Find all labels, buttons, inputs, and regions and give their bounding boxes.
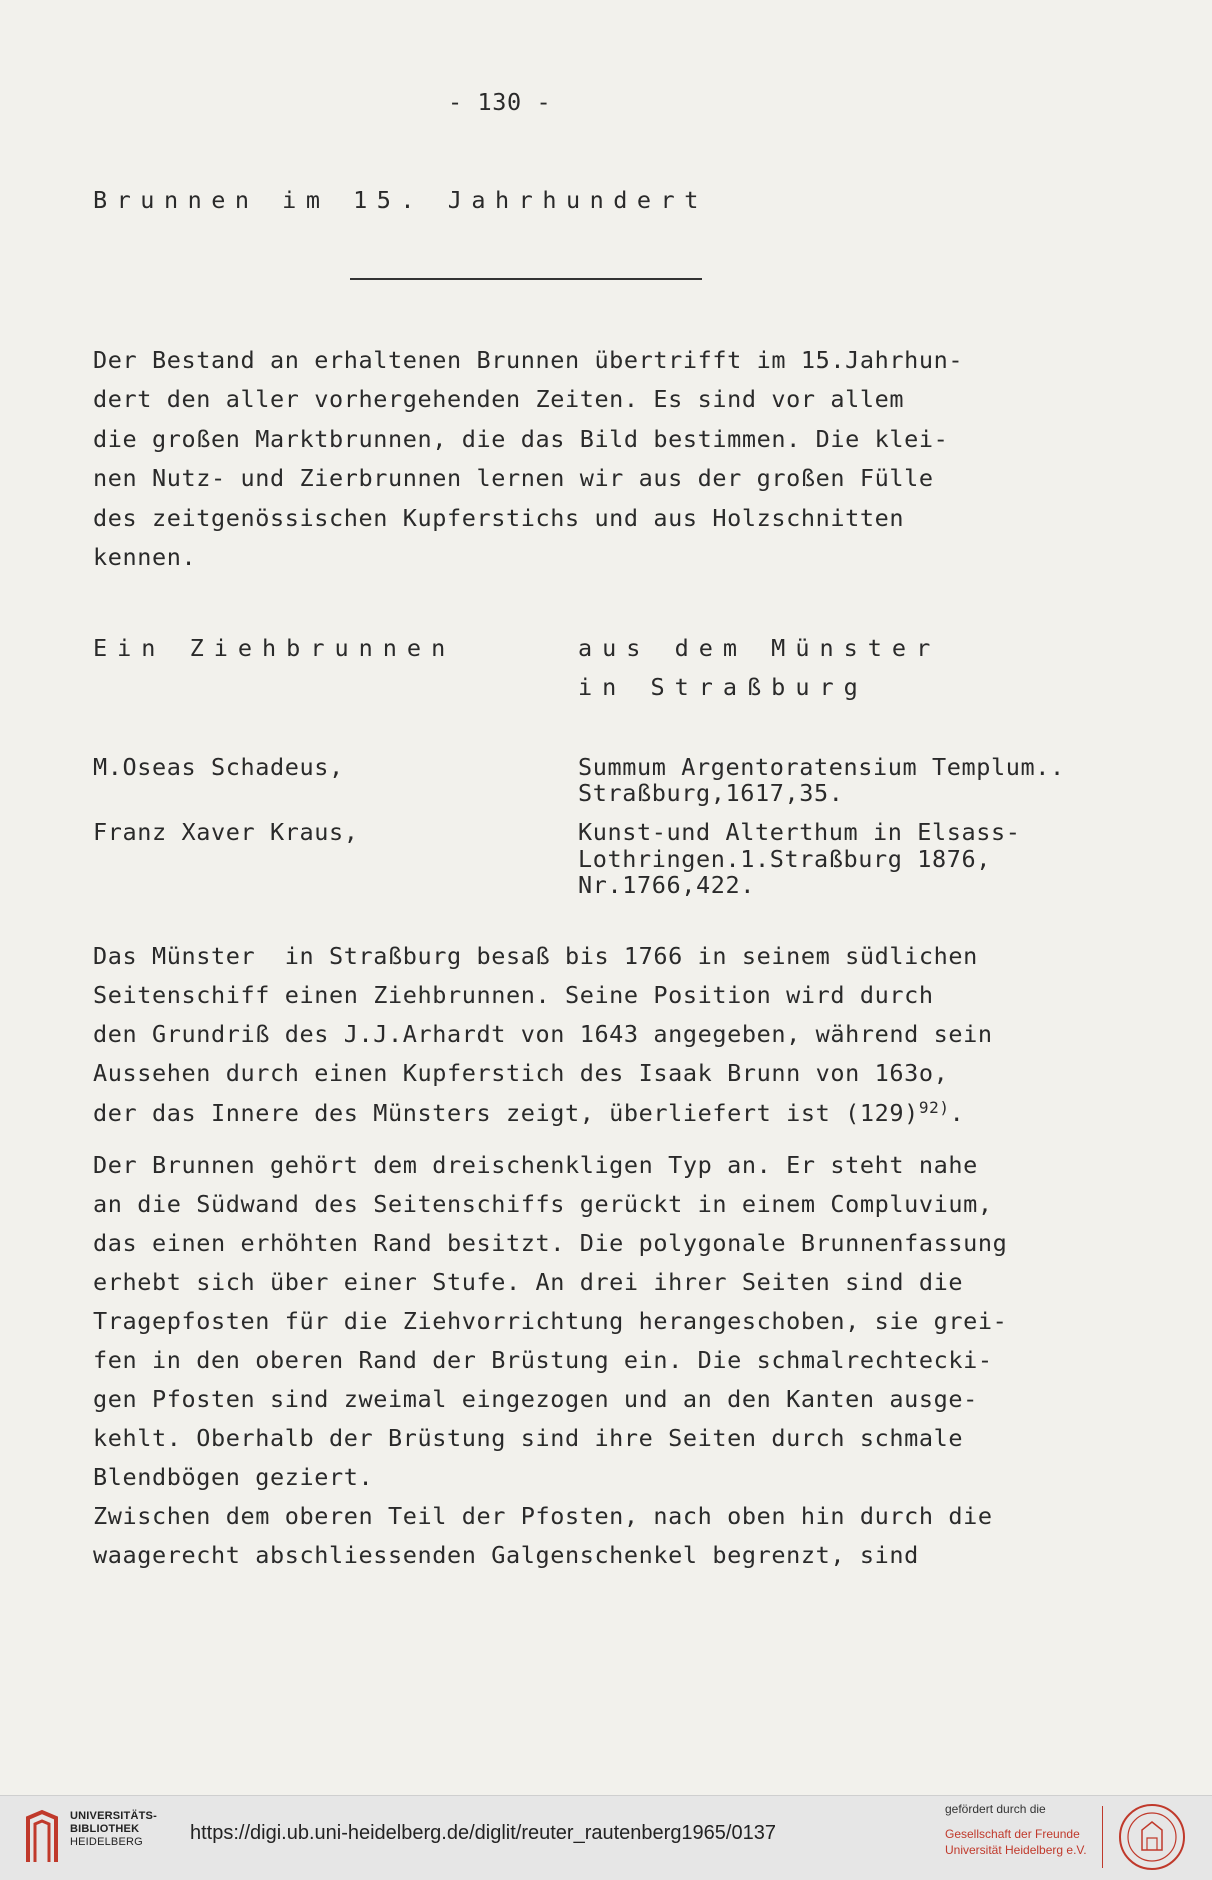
university-seal-icon [1117,1802,1187,1872]
footnote-marker: 92) [918,1098,950,1117]
page-title: Brunnen im 15. Jahrhundert [93,186,708,214]
paragraph-end: . [949,1099,965,1127]
footer-divider [1102,1806,1103,1868]
society-name [945,1826,1087,1858]
section-heading-right-1: aus dem Münster [578,634,941,662]
library-name-line: UNIVERSITÄTS- [70,1810,157,1822]
library-logo-icon [22,1808,62,1866]
footer-bar [0,1795,1212,1880]
reference-line: Kunst-und Alterthum in Elsass- [578,818,1021,846]
paragraph-line: waagerecht abschliessenden Galgenschenkel begrenzt, sind [93,1541,919,1569]
paragraph-line: Das Münster in Straßburg besaß bis 1766 in seinem südlichen [93,942,978,970]
paragraph-line [93,1098,964,1127]
paragraph-line: gen Pfosten sind zweimal eingezogen und an den Kanten ausge- [93,1385,978,1413]
section-heading-right-2: in Straßburg [578,673,868,701]
paragraph-line: Aussehen durch einen Kupferstich des Isaak Brunn von 163o, [93,1059,949,1087]
document-url-link[interactable]: https://digi.ub.uni-heidelberg.de/diglit/reuter_rautenberg1965/0137 [190,1822,776,1844]
intro-line: kennen. [93,543,197,571]
paragraph-line: kehlt. Oberhalb der Brüstung sind ihre Seiten durch schmale [93,1424,964,1452]
funded-by-label: gefördert durch die [945,1802,1046,1816]
paragraph-line: erhebt sich über einer Stufe. An drei ihrer Seiten sind die [93,1268,964,1296]
paragraph-line: Tragepfosten für die Ziehvorrichtung herangeschoben, sie grei- [93,1307,1008,1335]
paragraph-line: den Grundriß des J.J.Arhardt von 1643 angegeben, während sein [93,1020,993,1048]
reference-author: M.Oseas Schadeus, [93,753,344,781]
intro-line: Der Bestand an erhaltenen Brunnen übertrifft im 15.Jahrhun- [93,346,964,374]
paragraph-text: der das Innere des Münsters zeigt, überliefert ist (129) [93,1099,919,1127]
intro-line: die großen Marktbrunnen, die das Bild bestimmen. Die klei- [93,425,949,453]
section-heading-left: Ein Ziehbrunnen [93,634,456,662]
library-name-line: BIBLIOTHEK [70,1823,140,1835]
paragraph-line: das einen erhöhten Rand besitzt. Die polygonale Brunnenfassung [93,1229,1008,1257]
paragraph-line: Blendbögen geziert. [93,1463,374,1491]
title-underline [350,278,702,280]
intro-line: dert den aller vorhergehenden Zeiten. Es sind vor allem [93,385,905,413]
reference-line: Summum Argentoratensium Templum.. [578,753,1065,781]
intro-line: des zeitgenössischen Kupferstichs und aus Holzschnitten [93,504,905,532]
society-name-line: Universität Heidelberg e.V. [945,1843,1087,1857]
society-name-line: Gesellschaft der Freunde [945,1827,1080,1841]
reference-line: Nr.1766,422. [578,871,755,899]
paragraph-line: Der Brunnen gehört dem dreischenkligen Typ an. Er steht nahe [93,1151,978,1179]
paragraph-line: an die Südwand des Seitenschiffs gerückt in einem Compluvium, [93,1190,993,1218]
paragraph-line: fen in den oberen Rand der Brüstung ein. Die schmalrechtecki- [93,1346,993,1374]
reference-line: Lothringen.1.Straßburg 1876, [578,845,991,873]
paragraph-line: Zwischen dem oberen Teil der Pfosten, nach oben hin durch die [93,1502,993,1530]
page-number: - 130 - [448,88,552,116]
library-name [70,1810,157,1849]
intro-line: nen Nutz- und Zierbrunnen lernen wir aus der großen Fülle [93,464,934,492]
reference-line: Straßburg,1617,35. [578,779,844,807]
library-name-line: HEIDELBERG [70,1836,143,1848]
reference-author: Franz Xaver Kraus, [93,818,359,846]
paragraph-line: Seitenschiff einen Ziehbrunnen. Seine Position wird durch [93,981,934,1009]
